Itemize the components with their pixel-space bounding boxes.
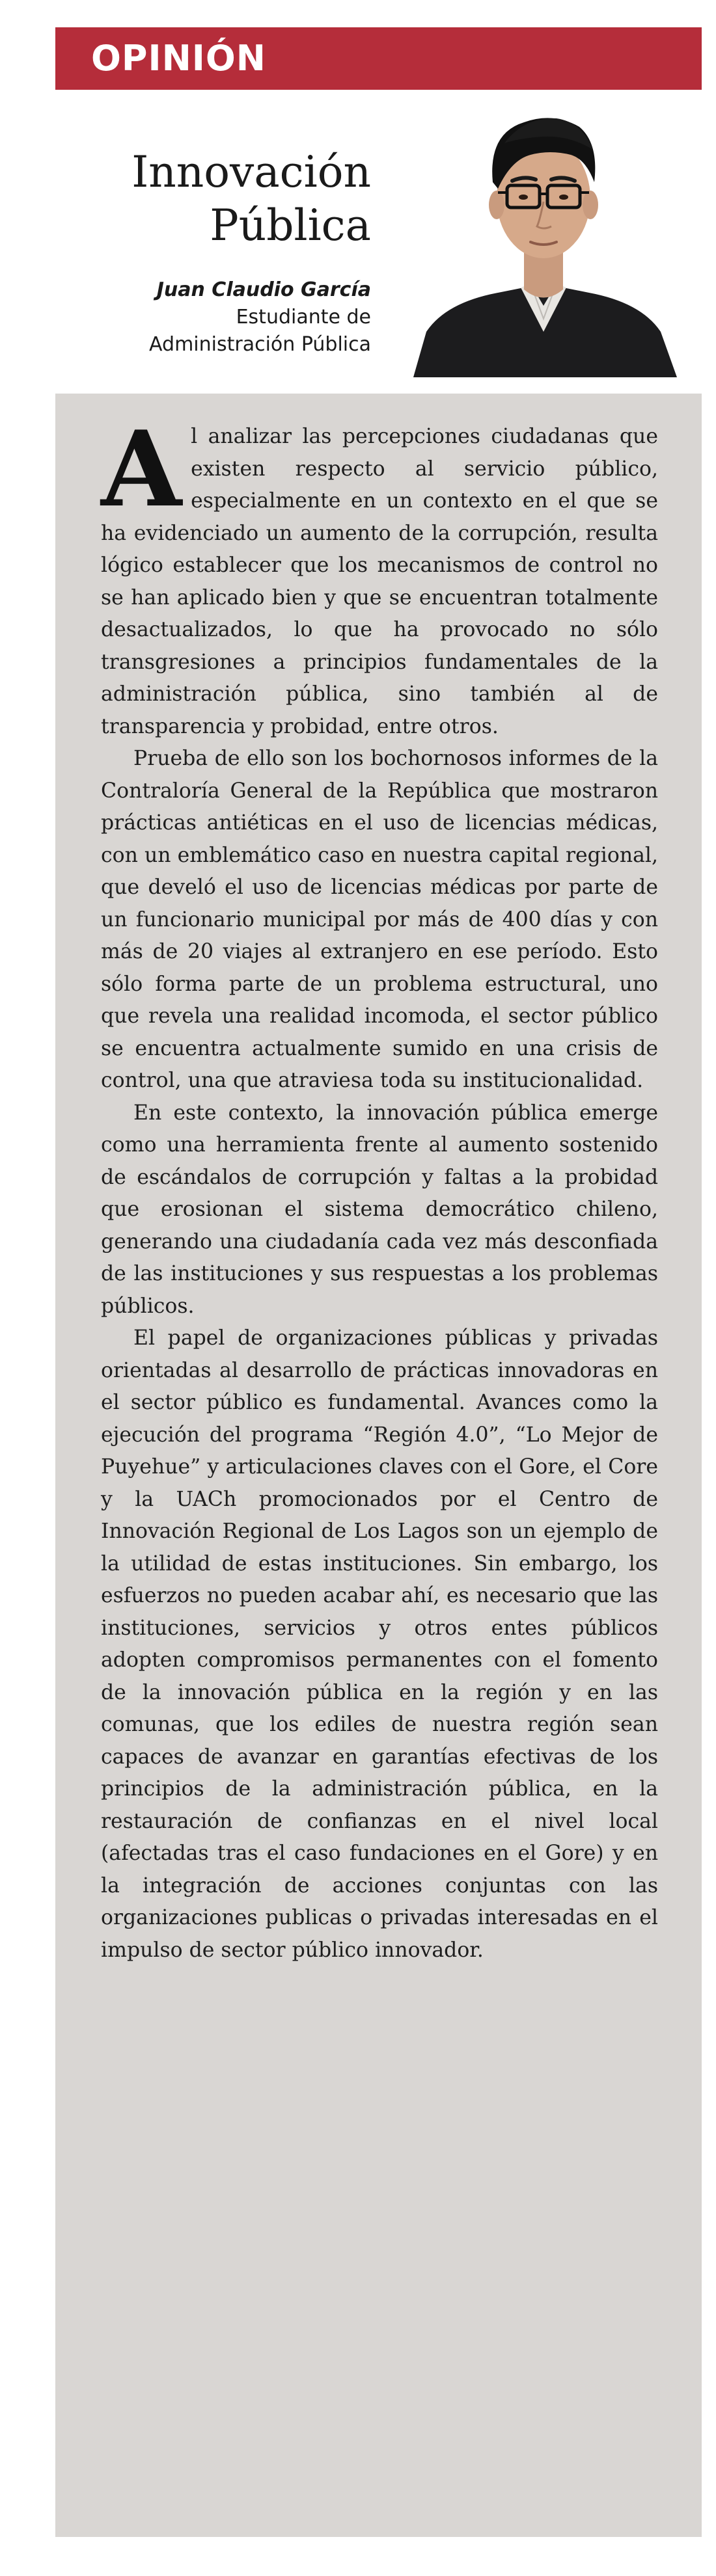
section-header-bar bbox=[55, 27, 702, 90]
author-role-line-2: Administración Pública bbox=[149, 333, 371, 356]
article-body-box bbox=[55, 394, 702, 2537]
article-paragraph-2: Prueba de ello son los bochornosos informes de la Contraloría General de la República que mostraron prácticas antiéticas en el uso de licencias médicas, con un emblemático caso en nuestra capital regional, que develó el uso de licencias médicas por parte de un funcionario municipal por más de 400 días y con más de 20 viajes al extranjero en ese período. Esto sólo forma parte de un problema estructural, uno que revela una realidad incomoda, el sector público se encuentra actualmente sumido en una crisis de control, una que atraviesa toda su institucionalidad. bbox=[101, 747, 658, 1092]
paragraph-1-text: l analizar las percepciones ciudadanas que existen respecto al servicio público, especialmente en un contexto en el que se ha evidenciado un aumento de la corrupción, resulta lógico establecer que los mecanismos de control no se han aplicado bien y que se encuentran totalmente desactualizados, lo que ha provocado no sólo transgresiones a principios fundamentales de la administración pública, sino también al de transparencia y probidad, entre otros. bbox=[101, 425, 658, 738]
article-text bbox=[101, 408, 658, 1966]
byline bbox=[46, 276, 371, 358]
headline-line-2: Pública bbox=[210, 200, 371, 251]
drop-cap: A bbox=[101, 408, 182, 530]
author-portrait-image bbox=[400, 98, 687, 377]
article-paragraph-4: El papel de organizaciones públicas y privadas orientadas al desarrollo de prácticas innovadoras en el sector público es fundamental. Avances como la ejecución del programa “Región 4.0”, “Lo Mejor de Puyehue” y articulaciones claves con el Gore, el Core y la UACh promocionados por el Centro de Innovación Regional de Los Lagos son un ejemplo de la utilidad de estas instituciones. Sin embargo, los esfuerzos no pueden acabar ahí, es necesario que las instituciones, servicios y otros entes públicos adopten compromisos permanentes con el fomento de la innovación pública en la región y en las comunas, que los ediles de nuestra región sean capaces de avanzar en garantías efectivas de los principios de la administración pública, en la restauración de confianzas en el nivel local (afectadas tras el caso fundaciones en el Gore) y en la integración de acciones conjuntas con las organizaciones publicas o privadas interesadas en el impulso de sector público innovador. bbox=[101, 1326, 658, 1962]
headline-line-1: Innovación bbox=[131, 147, 371, 198]
article-paragraph-1 bbox=[101, 408, 658, 743]
section-label: OPINIÓN bbox=[91, 38, 266, 79]
author-name: Juan Claudio García bbox=[156, 278, 371, 301]
author-portrait bbox=[400, 98, 687, 377]
author-role-line-1: Estudiante de bbox=[236, 306, 371, 329]
headline bbox=[46, 146, 371, 252]
article-paragraph-3: En este contexto, la innovación pública emerge como una herramienta frente al aumento sostenido de escándalos de corrupción y faltas a la probidad que erosionan el sistema democrático chileno, generando una ciudadanía cada vez más desconfiada de las instituciones y sus respuestas a los problemas públicos. bbox=[101, 1101, 658, 1318]
